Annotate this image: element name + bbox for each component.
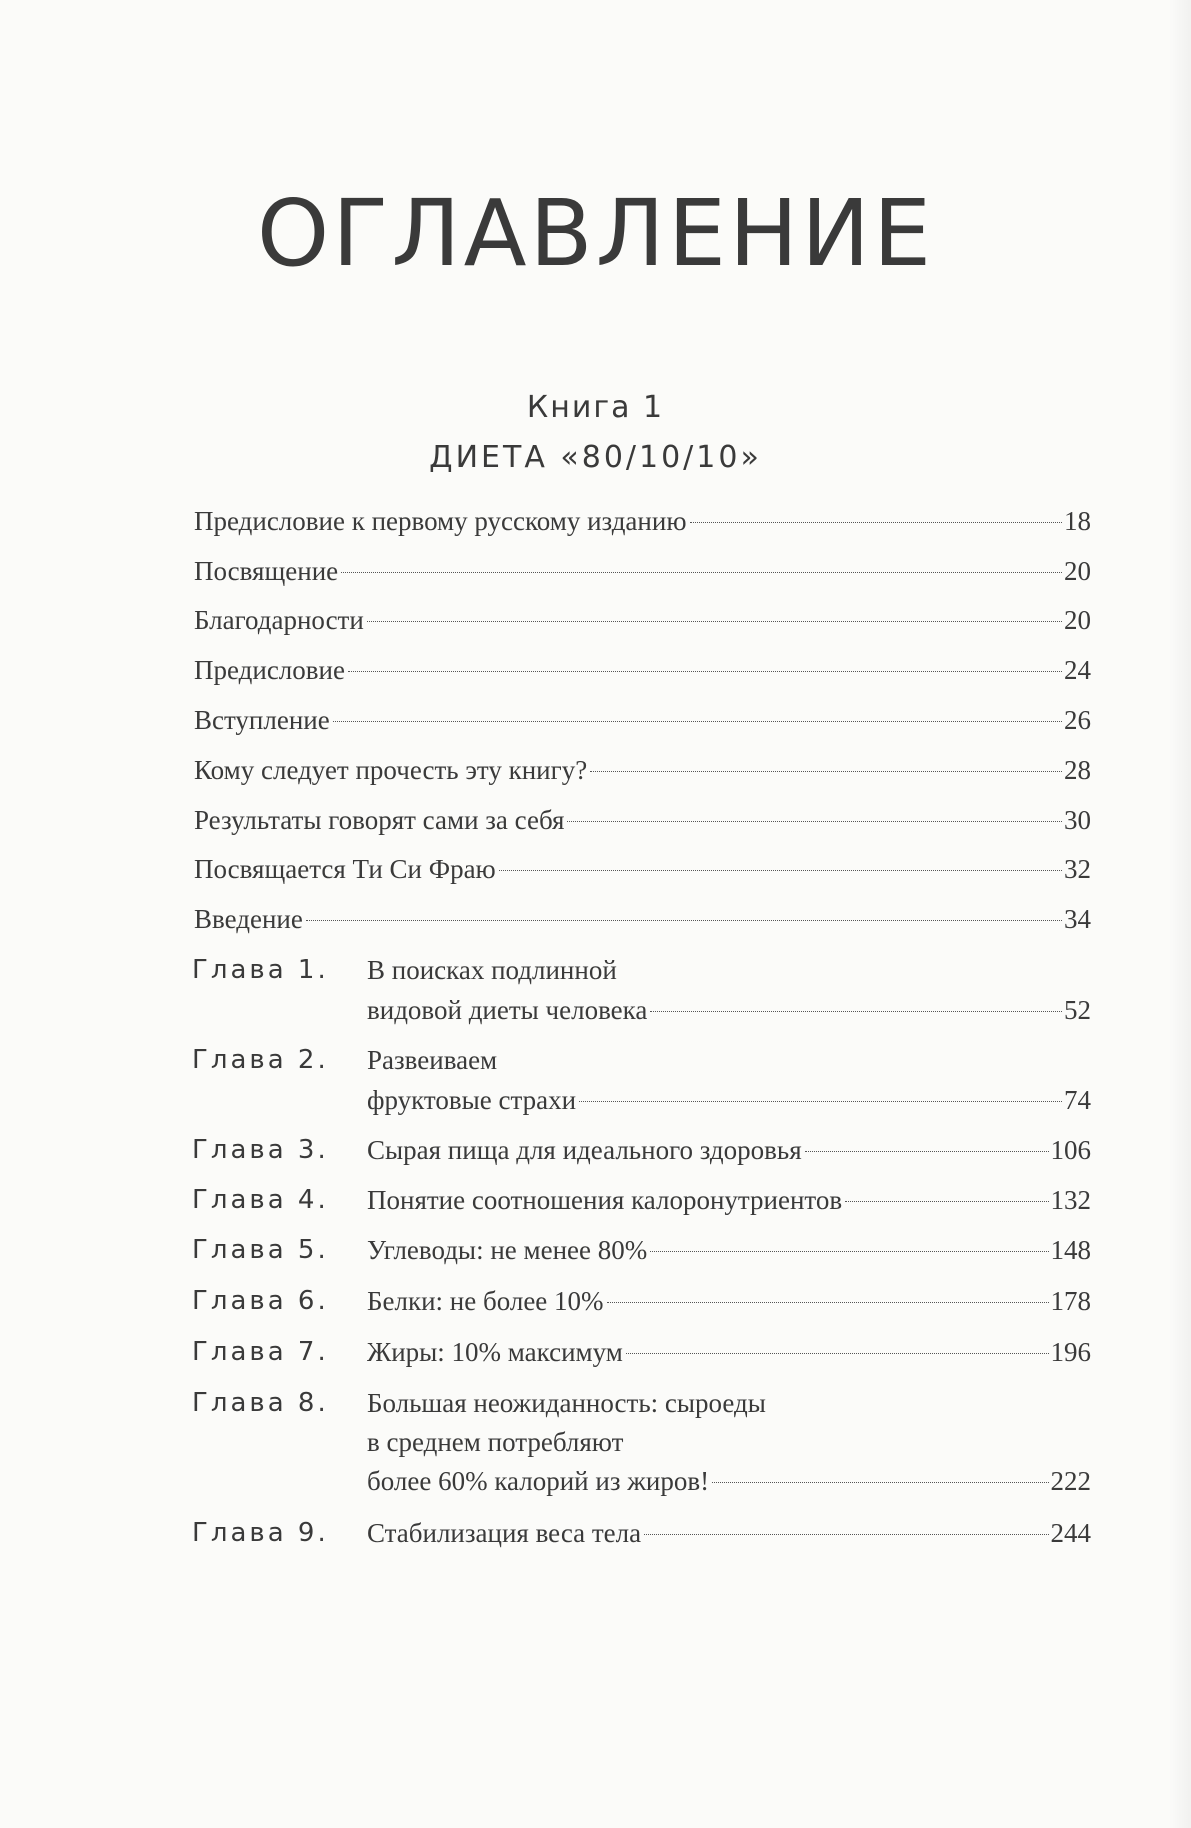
dot-leader [341,572,1062,573]
dot-leader [690,522,1063,523]
toc-entry-page: 196 [1050,1337,1091,1367]
dot-leader [644,1534,1048,1535]
dot-leader [626,1353,1049,1354]
chapter-title-line: Стабилизация веса тела [367,1518,642,1548]
chapter-title-line: Развеиваем [367,1045,498,1075]
toc-entry-page: 20 [1064,556,1091,586]
toc-entry-page: 222 [1050,1466,1091,1496]
toc-entry-page: 244 [1050,1518,1091,1548]
chapter-title-line: фруктовые страхи [367,1085,577,1115]
chapter-label: Глава 4. [192,1185,329,1215]
toc-entry-page: 28 [1064,755,1091,785]
dot-leader [590,771,1062,772]
toc-entry-page: 74 [1064,1085,1091,1115]
chapter-title-line: Большая неожиданность: сыроеды [367,1388,766,1418]
chapter-label: Глава 7. [192,1337,329,1367]
toc-entry-title: Вступление [194,705,330,735]
toc-entry-title: Посвящение [194,556,339,586]
toc-entry-page: 26 [1064,705,1091,735]
chapter-title-line: видовой диеты человека [367,995,648,1025]
toc-entry-page: 178 [1050,1286,1091,1316]
chapter-label: Глава 9. [192,1518,329,1548]
toc-entry-page: 18 [1064,506,1091,536]
book-title: ДИЕТА «80/10/10» [429,440,762,475]
toc-entry-title: Посвящается Ти Си Фраю [194,854,496,884]
dot-leader [333,721,1062,722]
chapter-label: Глава 3. [192,1135,329,1165]
toc-entry-page: 32 [1064,854,1091,884]
chapter-title-line: Жиры: 10% максимум [367,1337,623,1367]
toc-chapter-entry [0,1041,1191,1121]
dot-leader [367,621,1062,622]
chapter-label: Глава 8. [192,1388,329,1418]
toc-chapter-entry [0,1384,1191,1504]
dot-leader [306,920,1062,921]
toc-entry-page: 24 [1064,655,1091,685]
dot-leader [805,1151,1049,1152]
toc-entry-page: 132 [1050,1185,1091,1215]
toc-entry-title: Предисловие к первому русскому изданию [194,506,687,536]
chapter-label: Глава 5. [192,1235,329,1265]
toc-entry-page: 20 [1064,605,1091,635]
chapter-title-line: Углеводы: не менее 80% [367,1235,648,1265]
page-title: ОГЛАВЛЕНИЕ [256,180,935,287]
dot-leader [607,1302,1049,1303]
dot-leader [650,1011,1062,1012]
book-label: Книга 1 [526,390,665,425]
chapter-label: Глава 6. [192,1286,329,1316]
chapter-title-line: в среднем потребляют [367,1427,624,1457]
dot-leader [499,870,1062,871]
dot-leader [845,1201,1048,1202]
chapter-title-line: Белки: не более 10% [367,1286,604,1316]
toc-entry-title: Предисловие [194,655,345,685]
chapter-label: Глава 2. [192,1045,329,1075]
toc-entry-title: Кому следует прочесть эту книгу? [194,755,588,785]
toc-entry-title: Благодарности [194,605,364,635]
chapter-title-line: Сырая пища для идеального здоровья [367,1135,802,1165]
toc-entry-title: Введение [194,904,303,934]
toc-entry-page: 52 [1064,995,1091,1025]
toc-entry-title: Результаты говорят сами за себя [194,805,565,835]
chapter-title-line: В поисках подлинной [367,955,617,985]
toc-entry-page: 34 [1064,904,1091,934]
dot-leader [712,1482,1048,1483]
toc-entry-page: 106 [1050,1135,1091,1165]
toc-chapter-entry [0,951,1191,1031]
chapter-title-line: более 60% калорий из жиров! [367,1466,710,1496]
dot-leader [579,1101,1062,1102]
toc-entry-page: 148 [1050,1235,1091,1265]
chapter-label: Глава 1. [192,955,329,985]
dot-leader [348,671,1062,672]
dot-leader [650,1251,1048,1252]
dot-leader [567,821,1062,822]
chapter-title-line: Понятие соотношения калоронутриентов [367,1185,843,1215]
toc-entry-page: 30 [1064,805,1091,835]
